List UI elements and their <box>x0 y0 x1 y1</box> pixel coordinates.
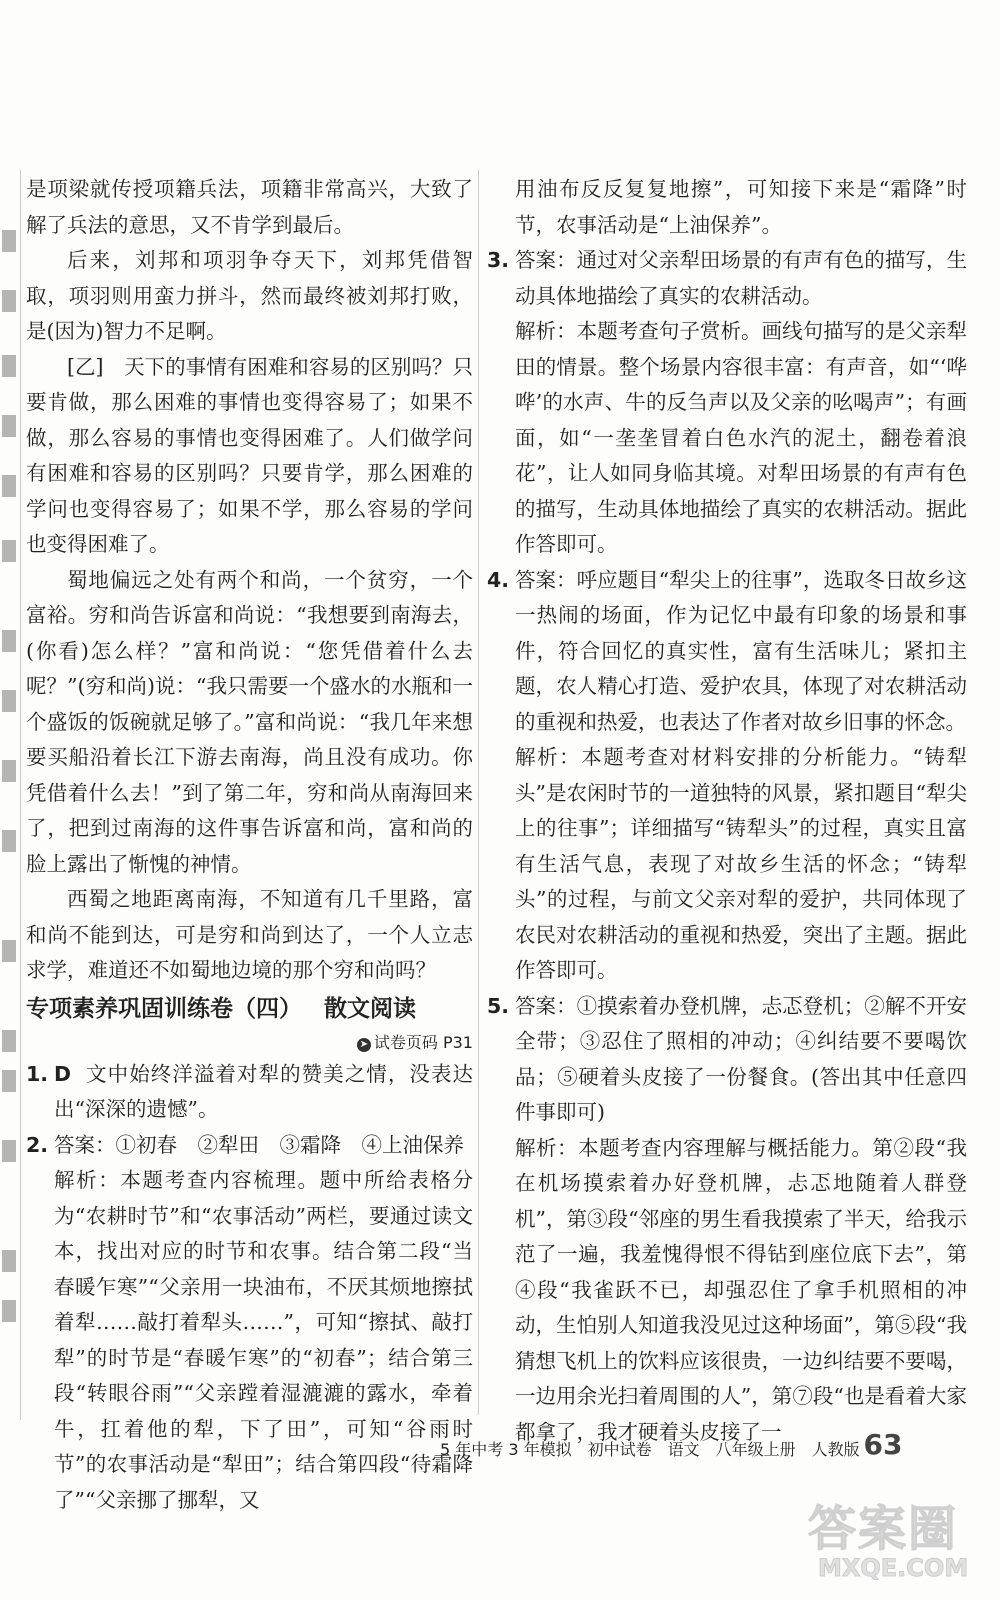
footer-type: 初中试卷 <box>587 1440 652 1459</box>
question-4-answer: 答案：呼应题目“犁尖上的往事”，选取冬日故乡这一热闹的场面，作为记忆中最有印象的场景和事件，符合回忆的真实性，富有生活味儿；紧扣主题，农人精心打造、爱护农具，体现了对农耕活动的重视和热爱，也表达了作者对故乡旧事的怀念。 <box>515 567 967 734</box>
translation-paragraph-2: 后来，刘邦和项羽争夺天下，刘邦凭借智取，项羽则用蛮力拼斗，然而最终被刘邦打败，是(因为)智力不足啊。 <box>26 248 473 343</box>
translation-paragraph-4: 蜀地偏远之处有两个和尚，一个贫穷，一个富裕。穷和尚告诉富和尚说：“我想要到南海去，(你看)怎么样？”富和尚说：“您凭借着什么去呢？”(穷和尚)说：“我只需要一个盛水的水瓶和一个盛饭的饭碗就足够了。”富和尚说：“我几年来想要买船沿着长江下游去南海，尚且没有成功。你凭借着什么去！”到了第二年，穷和尚从南海回来了，把到过南海的这件事告诉富和尚，富和尚的脸上露出了惭愧的神情。 <box>26 567 473 876</box>
question-number: 1. <box>26 1061 49 1086</box>
section-title-main: 专项素养巩固训练卷（四） <box>26 995 302 1022</box>
footer-subject: 语文 <box>667 1440 700 1459</box>
question-5-answer: 答案：①摸索着办登机牌，忐忑登机；②解不开安全带；③忍住了照相的冲动；④纠结要不要喝饮品；⑤硬着头皮接了一份餐食。(答出其中任意四件事即可) <box>515 993 967 1124</box>
question-2 <box>26 1128 473 1519</box>
question-2-continued: 用油布反反复复地擦”，可知接下来是“霜降”时节，农事活动是“上油保养”。 <box>515 177 967 237</box>
page-reference-text: 试卷页码 P31 <box>373 1032 473 1052</box>
question-3 <box>487 243 967 563</box>
page-footer <box>440 1437 880 1460</box>
footer-edition: 人教版 <box>811 1440 860 1459</box>
watermark-text: 答案圈 <box>808 1501 959 1557</box>
column-divider <box>478 170 479 1415</box>
answer-letter: D <box>54 1061 72 1086</box>
question-number: 2. <box>26 1132 49 1157</box>
left-column <box>26 172 473 1518</box>
translation-paragraph-3: [乙] 天下的事情有困难和容易的区别吗？只要肯做，那么困难的事情也变得容易了；如果不做，那么容易的事情也变得困难了。人们做学问有困难和容易的区别吗？只要肯学，那么困难的学问也变得容易了；如果不学，那么容易的学问也变得困难了。 <box>26 354 473 556</box>
section-title-sub: 散文阅读 <box>324 995 416 1022</box>
question-1-text: 文中始终洋溢着对犁的赞美之情，没表达出“深深的遗憾”。 <box>54 1061 473 1121</box>
question-3-analysis: 解析：本题考查句子赏析。画线句描写的是父亲犁田的情景。整个场景内容很丰富：有声音，如“‘哗哗’的水声、牛的反刍声以及父亲的吆喝声”；有画面，如“一垄垄冒着白色水汽的泥土，翻卷着浪花”，让人如同身临其境。对犁田场景的有声有色的描写，生动具体地描绘了真实的农耕活动。据此作答即可。 <box>515 319 967 556</box>
page-reference <box>26 1029 473 1057</box>
question-1 <box>26 1057 473 1128</box>
footer-grade: 八年级上册 <box>715 1440 796 1459</box>
right-column <box>487 172 967 1450</box>
watermark-logo <box>800 1482 980 1592</box>
scanned-page-edge <box>0 170 21 1420</box>
question-4-analysis: 解析：本题考查对材料安排的分析能力。“铸犁头”是农闲时节的一道独特的风景，紧扣题目“犁尖上的往事”；详细描写“铸犁头”的过程，真实且富有生活气息，表现了对故乡生活的怀念；“铸犁头”的过程，与前文父亲对犁的爱护，共同体现了农民对农耕活动的重视和热爱，突出了主题。据此作答即可。 <box>515 745 967 982</box>
question-4 <box>487 563 967 989</box>
footer-series: 5 年中考 3 年模拟 <box>440 1440 572 1459</box>
question-3-answer: 答案：通过对父亲犁田场景的有声有色的描写，生动具体地描绘了真实的农耕活动。 <box>515 248 967 308</box>
arrow-right-icon: ➤ <box>357 1038 371 1052</box>
question-number: 4. <box>487 567 510 592</box>
question-2-analysis: 解析：本题考查内容梳理。题中所给表格分为“农耕时节”和“农事活动”两栏，要通过读文本，找出对应的时节和农事。结合第二段“当春暖乍寒”“父亲用一块油布，不厌其烦地擦拭着犁……敲打着犁头……”，可知“擦拭、敲打犁”的时节是“春暖乍寒”的“初春”；结合第三段“转眼谷雨”“父亲蹚着湿漉漉的露水，牵着牛，扛着他的犁，下了田”，可知“谷雨时节”的农事活动是“犁田”；结合第四段“待霜降了”“父亲挪了挪犁，又 <box>54 1168 473 1512</box>
section-title <box>26 989 473 1029</box>
question-5-analysis: 解析：本题考查内容理解与概括能力。第②段“我在机场摸索着办好登机牌，忐忑地随着人群登机”，第③段“邻座的男生看我摸索了半天，给我示范了一遍，我羞愧得恨不得钻到座位底下去”，第④段“我雀跃不已，却强忍住了拿手机照相的冲动，生怕别人知道我没见过这种场面”，第⑤段“我猜想飞机上的饮料应该很贵，一边纠结要不要喝，一边用余光扫着周围的人”，第⑦段“也是看着大家都拿了，我才硬着头皮接了一 <box>515 1135 967 1444</box>
question-number: 5. <box>487 993 510 1018</box>
translation-paragraph-5: 西蜀之地距离南海，不知道有几千里路，富和尚不能到达，可是穷和尚到达了，一个人立志求学，难道还不如蜀地边境的那个穷和尚吗？ <box>26 887 473 982</box>
question-2-answer: 答案：①初春 ②犁田 ③霜降 ④上油保养 <box>54 1132 464 1157</box>
question-5 <box>487 989 967 1451</box>
question-number: 3. <box>487 248 510 272</box>
translation-paragraph-1: 是项梁就传授项籍兵法，项籍非常高兴，大致了解了兵法的意思，又不肯学到最后。 <box>26 177 473 237</box>
page-number: 63 <box>863 1428 903 1461</box>
watermark-url: MXQE.COM <box>818 1554 969 1582</box>
